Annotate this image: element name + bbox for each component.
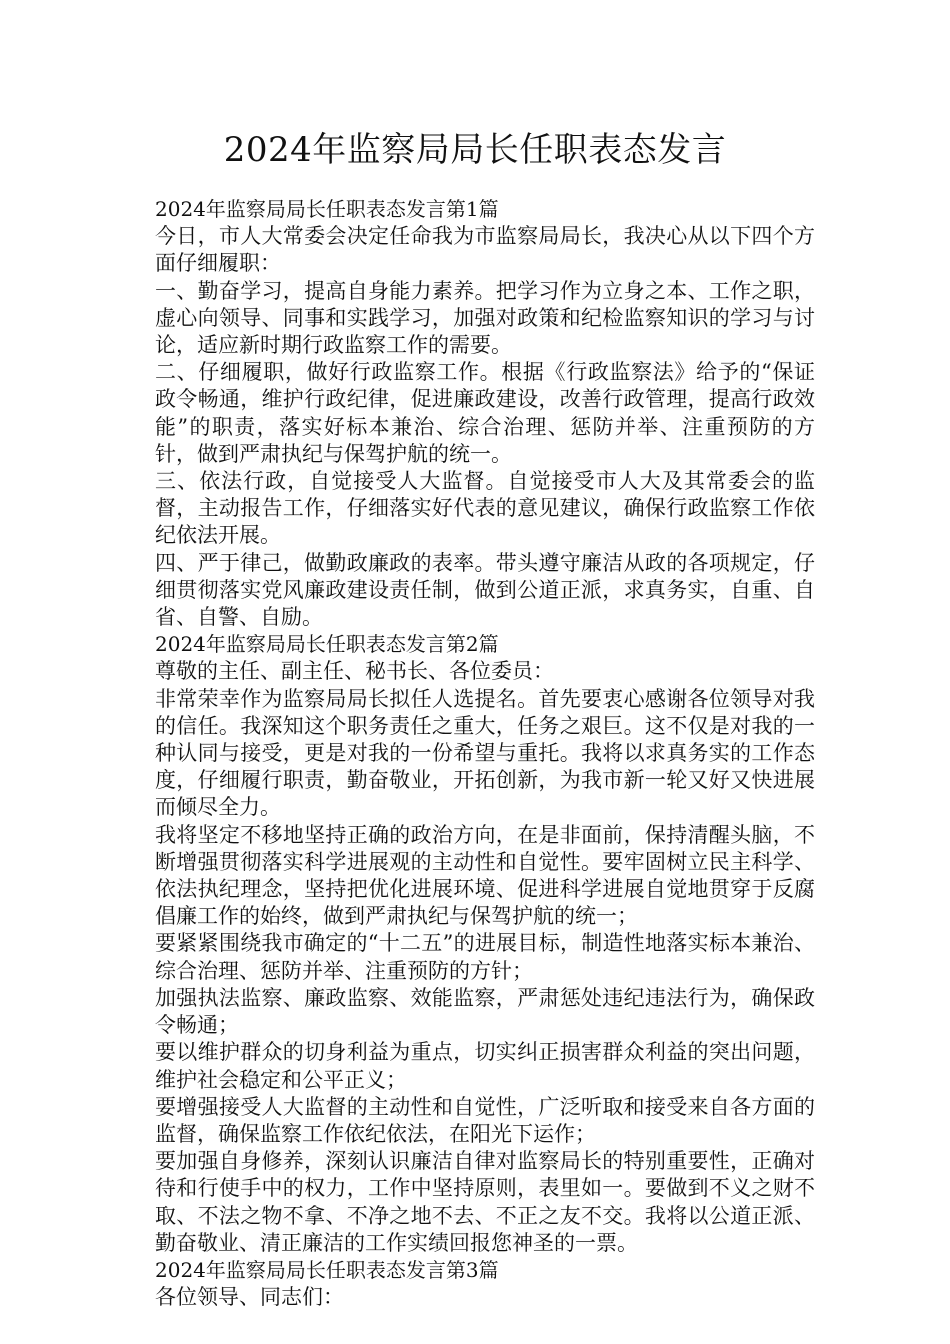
document-body — [143, 196, 815, 1311]
paragraph: 要加强自身修养，深刻认识廉洁自律对监察局长的特别重要性，正确对待和行使手中的权力，工作中坚持原则，表里如一。要做到不义之财不取、不法之物不拿、不净之地不去、不正之友不交。我将以公道正派、勤奋敬业、清正廉洁的工作实绩回报您神圣的一票。 — [155, 1149, 815, 1255]
paragraph: 今日，市人大常委会决定任命我为市监察局局长，我决心从以下四个方面仔细履职： — [155, 224, 815, 276]
paragraph: 二、仔细履职，做好行政监察工作。根据《行政监察法》给予的“保证政令畅通，维护行政纪律，促进廉政建设，改善行政管理，提高行政效能”的职责，落实好标本兼治、综合治理、惩防并举、注重预防的方针，做到严肃执纪与保驾护航的统一。 — [155, 360, 815, 466]
section-heading: 2024年监察局局长任职表态发言第3篇 — [155, 1257, 499, 1282]
paragraph: 一、勤奋学习，提高自身能力素养。把学习作为立身之本、工作之职，虚心向领导、同事和实践学习，加强对政策和纪检监察知识的学习与讨论，适应新时期行政监察工作的需要。 — [155, 278, 815, 358]
paragraph: 三、依法行政，自觉接受人大监督。自觉接受市人大及其常委会的监督，主动报告工作，仔细落实好代表的意见建议，确保行政监察工作依纪依法开展。 — [155, 469, 815, 548]
section-heading: 2024年监察局局长任职表态发言第1篇 — [155, 197, 499, 221]
section-heading: 2024年监察局局长任职表态发言第2篇 — [155, 632, 499, 657]
paragraph: 我将坚定不移地坚持正确的政治方向，在是非面前，保持清醒头脑，不断增强贯彻落实科学进展观的主动性和自觉性。要牢固树立民主科学、依法执纪理念，坚持把优化进展环境、促进科学进展自觉地贯穿于反腐倡廉工作的始终，做到严肃执纪与保驾护航的统一； — [155, 822, 815, 929]
paragraph: 要紧紧围绕我市确定的“十二五”的进展目标，制造性地落实标本兼治、综合治理、惩防并举、注重预防的方针； — [155, 931, 815, 983]
paragraph: 尊敬的主任、副主任、秘书长、各位委员： — [155, 659, 554, 684]
paragraph: 要增强接受人大监督的主动性和自觉性，广泛听取和接受来自各方面的监督，确保监察工作依纪依法，在阳光下运作； — [155, 1094, 815, 1146]
paragraph: 各位领导、同志们： — [155, 1285, 344, 1310]
paragraph: 加强执法监察、廉政监察、效能监察，严肃惩处违纪违法行为，确保政令畅通； — [155, 985, 815, 1038]
paragraph: 要以维护群众的切身利益为重点，切实纠正损害群众利益的突出问题，维护社会稳定和公平正义； — [155, 1040, 815, 1092]
paragraph: 非常荣幸作为监察局局长拟任人选提名。首先要衷心感谢各位领导对我的信任。我深知这个职务责任之重大，任务之艰巨。这不仅是对我的一种认同与接受，更是对我的一份希望与重托。我将以求真务实的工作态度，仔细履行职责，勤奋敬业，开拓创新，为我市新一轮又好又快进展而倾尽全力。 — [155, 686, 815, 820]
document-title: 2024年监察局局长任职表态发言 — [223, 130, 727, 170]
paragraph: 四、严于律己，做勤政廉政的表率。带头遵守廉洁从政的各项规定，仔细贯彻落实党风廉政建设责任制，做到公道正派，求真务实，自重、自省、自警、自励。 — [155, 550, 815, 630]
